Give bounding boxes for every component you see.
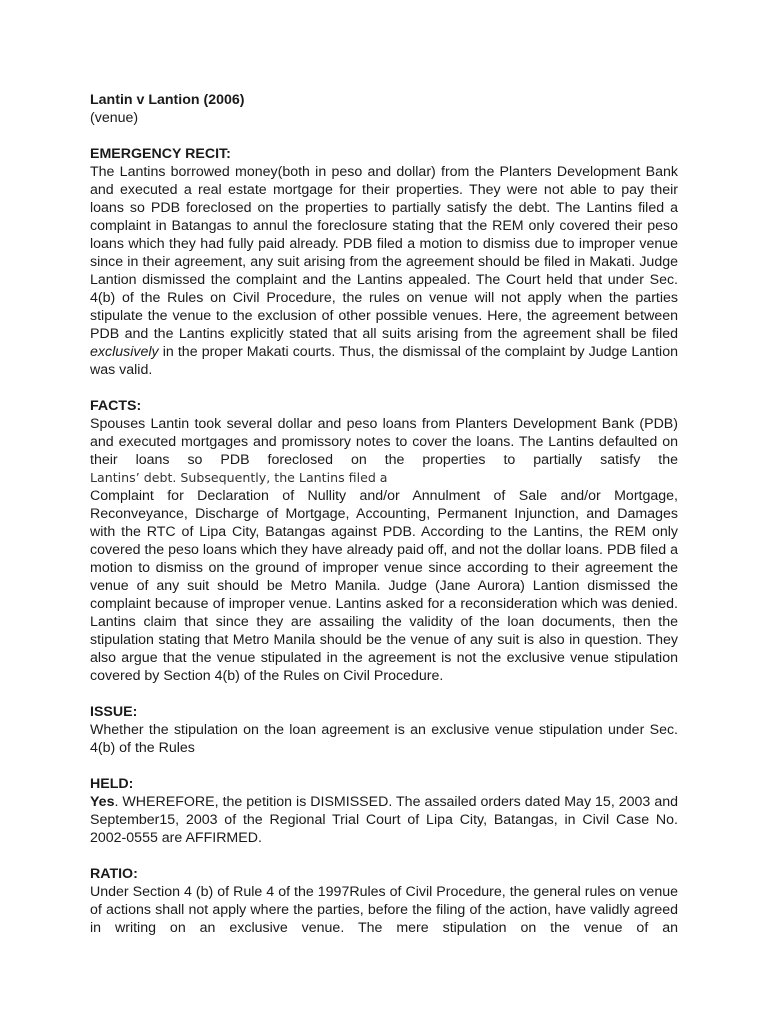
facts-heading: FACTS: bbox=[90, 398, 142, 414]
issue-paragraph: Whether the stipulation on the loan agreement is an exclusive venue stipulation under Sec. 4(b) of the Rules bbox=[90, 722, 678, 756]
document-page bbox=[90, 91, 678, 937]
emergency-recit-heading: EMERGENCY RECIT: bbox=[90, 146, 231, 162]
held-paragraph bbox=[90, 793, 678, 847]
case-title: Lantin v Lantion (2006) bbox=[90, 92, 245, 108]
held-text: . WHEREFORE, the petition is DISMISSED. The assailed orders dated May 15, 2003 and September15, 2003 of the Regional Trial Court of Lipa City, Batangas, in Civil Case No. 2002-0555 are AFFIRMED. bbox=[90, 794, 678, 846]
issue-heading: ISSUE: bbox=[90, 704, 138, 720]
held-answer: Yes bbox=[90, 794, 115, 810]
facts-paragraph-2: Complaint for Declaration of Nullity and/or Annulment of Sale and/or Mortgage, Reconveyance, Discharge of Mortgage, Accounting, Permanent Injunction, and Damages with the RTC of Lipa City, Batangas against PDB. According to the Lantins, the REM only covered the peso loans which they have already paid off, and not the dollar loans. PDB filed a motion to dismiss on the ground of improper venue since according to their agreement the venue of any suit should be Metro Manila. Judge (Jane Aurora) Lantion dismissed the complaint because of improper venue. Lantins asked for a reconsideration which was denied. Lantins claim that since they are assailing the validity of the loan documents, then the stipulation stating that Metro Manila should be the venue of any suit is also in question. They also argue that the venue stipulated in the agreement is not the exclusive venue stipulation covered by Section 4(b) of the Rules on Civil Procedure. bbox=[90, 488, 678, 684]
facts-paragraph-1: Spouses Lantin took several dollar and peso loans from Planters Development Bank (PDB) and executed mortgages and promissory notes to cover the loans. The Lantins defaulted on their loans so PDB foreclosed on the properties to partially satisfy the bbox=[90, 416, 678, 468]
ratio-paragraph: Under Section 4 (b) of Rule 4 of the 1997Rules of Civil Procedure, the general rules on venue of actions shall not apply where the parties, before the filing of the action, have validly agreed in writing on an exclusive venue. The mere stipulation on the venue of an bbox=[90, 884, 678, 936]
emergency-recit-paragraph bbox=[90, 163, 678, 379]
case-subtitle: (venue) bbox=[90, 110, 139, 126]
emergency-recit-italic-word: exclusively bbox=[90, 344, 159, 360]
emergency-recit-text-2: in the proper Makati courts. Thus, the dismissal of the complaint by Judge Lantion was valid. bbox=[90, 344, 678, 378]
held-heading: HELD: bbox=[90, 776, 134, 792]
emergency-recit-text-1: The Lantins borrowed money(both in peso and dollar) from the Planters Development Bank and executed a real estate mortgage for their properties. They were not able to pay their loans so PDB foreclosed on the properties to partially satisfy the debt. The Lantins filed a complaint in Batangas to annul the foreclosure stating that the REM only covered their peso loans which they had fully paid already. PDB filed a motion to dismiss due to improper venue since in their agreement, any suit arising from the agreement should be filed in Makati. Judge Lantion dismissed the complaint and the Lantins appealed. The Court held that under Sec. 4(b) of the Rules on Civil Procedure, the rules on venue will not apply when the parties stipulate the venue to the exclusion of other possible venues. Here, the agreement between PDB and the Lantins explicitly stated that all suits arising from the agreement shall be filed bbox=[90, 164, 678, 342]
ratio-heading: RATIO: bbox=[90, 866, 138, 882]
facts-odd-line: Lantins’ debt. Subsequently, the Lantins filed a bbox=[90, 470, 388, 485]
